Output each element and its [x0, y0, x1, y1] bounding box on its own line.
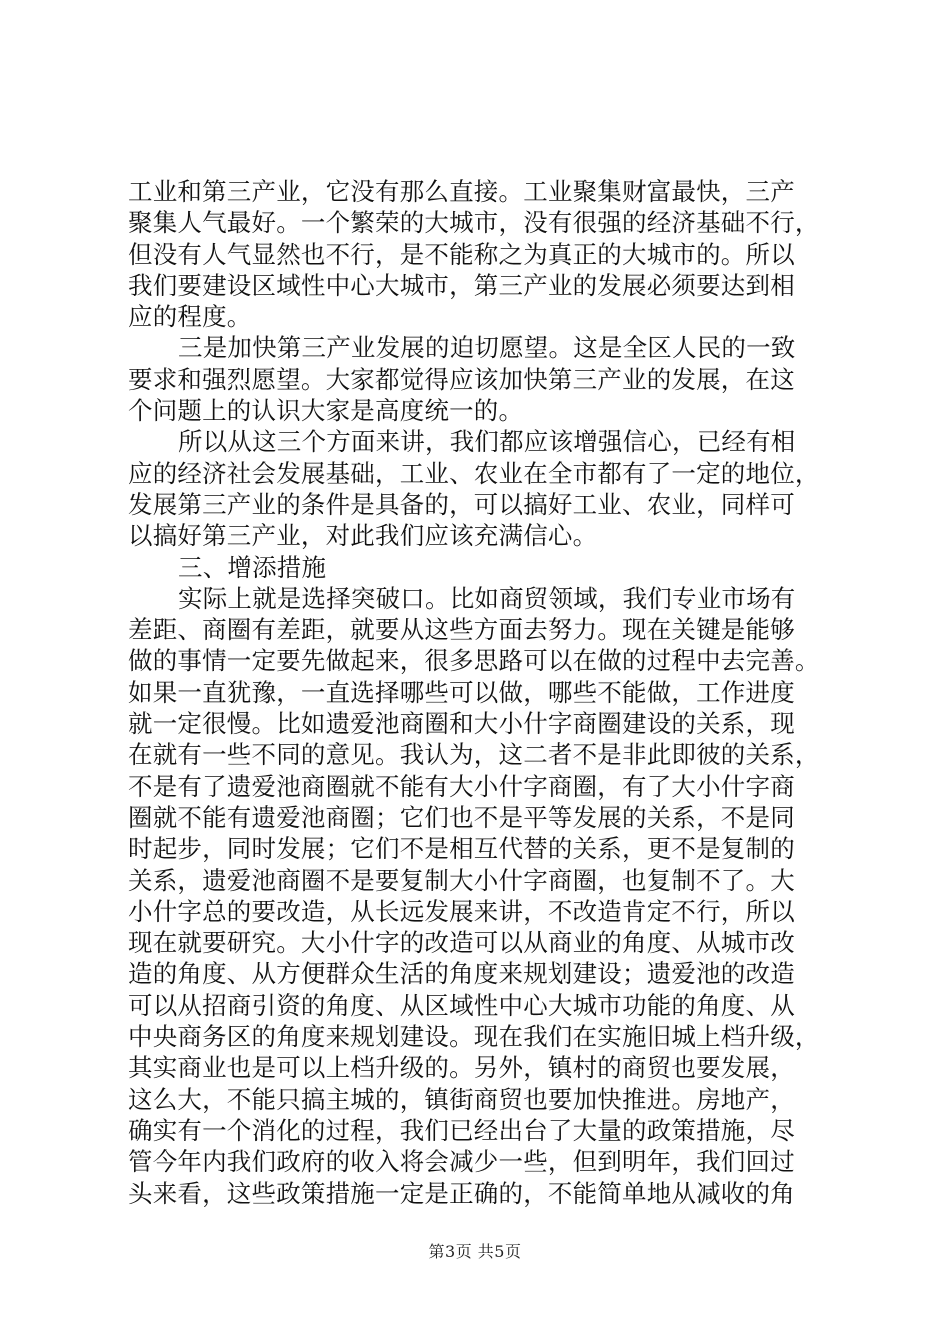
text-line: 其实商业也是可以上档升级的。另外，镇村的商贸也要发展， [128, 1053, 795, 1083]
paragraph-start-line: 三是加快第三产业发展的迫切愿望。这是全区人民的一致 [178, 333, 796, 363]
text-line: 我们要建设区域性中心大城市，第三产业的发展必须要达到相 [128, 270, 795, 300]
text-line: 这么大，不能只搞主城的，镇街商贸也要加快推进。房地产， [128, 1084, 795, 1114]
text-line: 应的程度。 [128, 302, 252, 332]
text-line: 但没有人气显然也不行，是不能称之为真正的大城市的。所以 [128, 239, 795, 269]
text-line: 做的事情一定要先做起来，很多思路可以在做的过程中去完善。 [128, 646, 820, 676]
text-line: 关系，遗爱池商圈不是要复制大小什字商圈，也复制不了。大 [128, 865, 795, 895]
text-line: 确实有一个消化的过程，我们已经出台了大量的政策措施，尽 [128, 1115, 795, 1145]
text-line: 要求和强烈愿望。大家都觉得应该加快第三产业的发展，在这 [128, 364, 795, 394]
text-line: 头来看，这些政策措施一定是正确的，不能简单地从减收的角 [128, 1178, 795, 1208]
text-line: 可以从招商引资的角度、从区域性中心大城市功能的角度、从 [128, 990, 795, 1020]
text-line: 圈就不能有遗爱池商圈；它们也不是平等发展的关系，不是同 [128, 802, 795, 832]
text-line: 发展第三产业的条件是具备的，可以搞好工业、农业，同样可 [128, 489, 795, 519]
text-line: 时起步，同时发展；它们不是相互代替的关系，更不是复制的 [128, 834, 795, 864]
paragraph-start-line: 实际上就是选择突破口。比如商贸领域，我们专业市场有 [178, 583, 796, 613]
page-number: 第3页 共5页 [428, 1242, 522, 1261]
paragraph-start-line: 所以从这三个方面来讲，我们都应该增强信心，已经有相 [178, 427, 796, 457]
section-heading: 三、增添措施 [178, 552, 327, 582]
document-body [128, 176, 828, 1209]
text-line: 应的经济社会发展基础，工业、农业在全市都有了一定的地位， [128, 458, 820, 488]
text-line: 个问题上的认识大家是高度统一的。 [128, 396, 524, 426]
text-line: 中央商务区的角度来规划建设。现在我们在实施旧城上档升级， [128, 1022, 820, 1052]
text-line: 不是有了遗爱池商圈就不能有大小什字商圈，有了大小什字商 [128, 771, 795, 801]
text-line: 工业和第三产业，它没有那么直接。工业聚集财富最快，三产 [128, 177, 795, 206]
text-line: 如果一直犹豫，一直选择哪些可以做，哪些不能做，工作进度 [128, 677, 795, 707]
text-line: 差距、商圈有差距，就要从这些方面去努力。现在关键是能够 [128, 615, 795, 645]
text-line: 造的角度、从方便群众生活的角度来规划建设；遗爱池的改造 [128, 959, 795, 989]
text-line: 在就有一些不同的意见。我认为，这二者不是非此即彼的关系， [128, 740, 820, 770]
page-footer [0, 1242, 950, 1262]
text-line: 聚集人气最好。一个繁荣的大城市，没有很强的经济基础不行， [128, 208, 820, 238]
text-line: 就一定很慢。比如遗爱池商圈和大小什字商圈建设的关系，现 [128, 709, 795, 739]
text-line: 管今年内我们政府的收入将会减少一些，但到明年，我们回过 [128, 1147, 795, 1177]
text-line: 小什字总的要改造，从长远发展来讲，不改造肯定不行，所以 [128, 896, 795, 926]
text-line: 以搞好第三产业，对此我们应该充满信心。 [128, 521, 598, 551]
text-line: 现在就要研究。大小什字的改造可以从商业的角度、从城市改 [128, 928, 795, 958]
